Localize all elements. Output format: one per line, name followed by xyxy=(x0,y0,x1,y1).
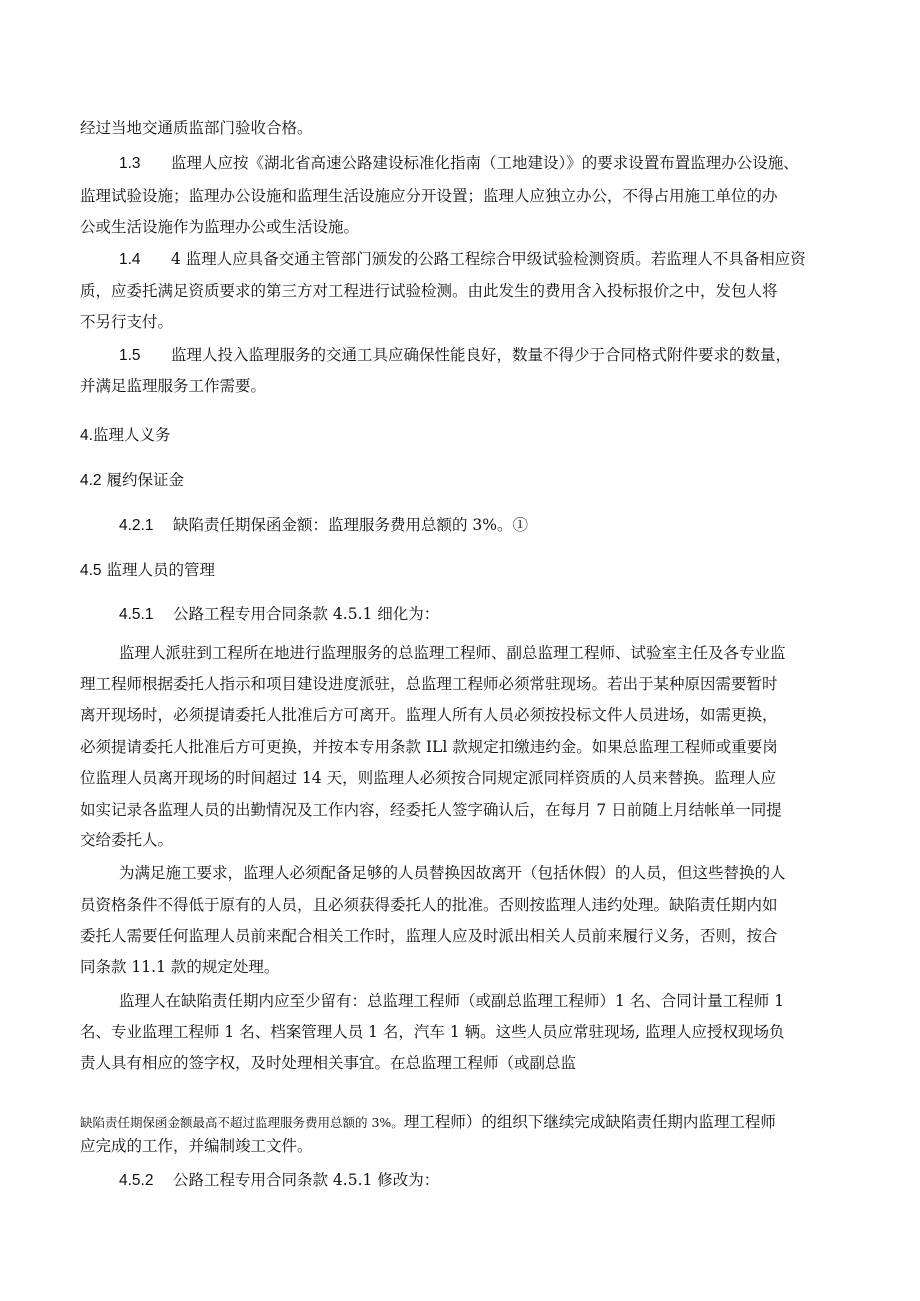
paragraph-line: 监理人在缺陷责任期内应至少留有：总监理工程师（或副总监理工程师）1 名、合同计量工程师 1 xyxy=(119,992,785,1010)
paragraph-line: 离开现场时，必须提请委托人批准后方可离开。监理人所有人员必须按投标文件人员进场，如需更换， xyxy=(80,706,778,724)
clause-text: 监理人应按《湖北省高速公路建设标准化指南（工地建设）》的要求设置布置监理办公设施、 xyxy=(171,154,799,172)
paragraph-line: 监理人派驻到工程所在地进行监理服务的总监理工程师、副总监理工程师、试验室主任及各专业监 xyxy=(119,644,786,662)
paragraph-line: 位监理人员离开现场的时间超过 14 天，则监理人必须按合同规定派同样资质的人员来替换。监理人应 xyxy=(80,769,777,787)
clause-4-2-1 xyxy=(119,515,528,535)
heading-number: 4.5 xyxy=(80,562,102,579)
clause-number: 1.3 xyxy=(119,155,141,172)
paragraph-continuation: 理工程师）的组织下继续完成缺陷责任期内监理工程师 xyxy=(403,1113,776,1131)
clause-text: 公路工程专用合同条款 4.5.1 细化为： xyxy=(173,605,440,623)
paragraph-line: 经过当地交通质监部门验收合格。 xyxy=(80,119,313,137)
paragraph-line: 为满足施工要求，监理人必须配备足够的人员替换因故离开（包括休假）的人员，但这些替换的人 xyxy=(119,864,786,882)
footnote-text: 缺陷责任期保函金额最高不超过监理服务费用总额的 3%。 xyxy=(80,1115,404,1130)
paragraph-line: 应完成的工作，并编制竣工文件。 xyxy=(80,1137,313,1155)
paragraph-line: 监理试验设施；监理办公设施和监理生活设施应分开设置；监理人应独立办公，不得占用施工单位的办 xyxy=(80,187,778,205)
clause-number: 1.5 xyxy=(119,347,141,364)
footnote-line xyxy=(80,1112,776,1133)
clause-1-3-line-1 xyxy=(119,153,799,173)
paragraph-line: 名、专业监理工程师 1 名、档案管理人员 1 名，汽车 1 辆。这些人员应常驻现场, 监理人应授权现场负 xyxy=(80,1023,785,1041)
clause-text: 公路工程专用合同条款 4.5.1 修改为： xyxy=(173,1171,440,1189)
clause-text: 4 监理人应具备交通主管部门颁发的公路工程综合甲级试验检测资质。若监理人不具备相应资 xyxy=(171,250,806,268)
paragraph-line: 不另行支付。 xyxy=(80,313,174,331)
clause-number: 4.2.1 xyxy=(119,517,154,534)
heading-number: 4.2 xyxy=(80,472,102,489)
heading-text: 监理人义务 xyxy=(92,426,171,444)
paragraph-line: 员资格条件不得低于原有的人员，且必须获得委托人的批准。否则按监理人违约处理。缺陷责任期内如 xyxy=(80,896,778,914)
heading-number: 4. xyxy=(80,427,93,444)
paragraph-line: 公或生活设施作为监理办公或生活设施。 xyxy=(80,218,360,236)
paragraph-line: 同条款 11.1 款的规定处理。 xyxy=(80,958,280,976)
clause-text: 监理人投入监理服务的交通工具应确保性能良好，数量不得少于合同格式附件要求的数量， xyxy=(171,346,792,364)
clause-number: 4.5.2 xyxy=(119,1172,154,1189)
paragraph-line: 必须提请委托人批准后方可更换，并按本专用条款 ILl 款规定扣缴违约金。如果总监理工程师或重要岗 xyxy=(80,738,778,756)
clause-4-5-1 xyxy=(119,604,439,624)
clause-4-5-2 xyxy=(119,1170,439,1190)
paragraph-line: 并满足监理服务工作需要。 xyxy=(80,377,267,395)
section-heading-4-2 xyxy=(80,470,184,491)
paragraph-line: 如实记录各监理人员的出勤情况及工作内容，经委托人签字确认后，在每月 7 日前随上月结帐单一同提 xyxy=(80,801,782,819)
paragraph-line: 理工程师根据委托人指示和项目建设进度派驻，总监理工程师必须常驻现场。若出于某种原因需要暂时 xyxy=(80,675,778,693)
section-heading-4-5 xyxy=(80,560,215,581)
section-heading-4 xyxy=(80,425,170,446)
heading-text: 监理人员的管理 xyxy=(101,561,215,579)
clause-1-4-line-1 xyxy=(119,249,806,269)
heading-text: 履约保证金 xyxy=(101,471,184,489)
clause-number: 4.5.1 xyxy=(119,606,154,623)
paragraph-line: 委托人需要任何监理人员前来配合相关工作时，监理人应及时派出相关人员前来履行义务，否则，按合 xyxy=(80,927,778,945)
clause-text: 缺陷责任期保函金额：监理服务费用总额的 3%。① xyxy=(173,516,529,534)
clause-number: 1.4 xyxy=(119,251,141,268)
paragraph-line: 交给委托人。 xyxy=(80,831,174,849)
paragraph-line: 责人具有相应的签字权，及时处理相关事宜。在总监理工程师（或副总监 xyxy=(80,1054,577,1072)
paragraph-line: 质，应委托满足资质要求的第三方对工程进行试验检测。由此发生的费用含入投标报价之中，发包人将 xyxy=(80,282,778,300)
clause-1-5-line-1 xyxy=(119,345,791,365)
